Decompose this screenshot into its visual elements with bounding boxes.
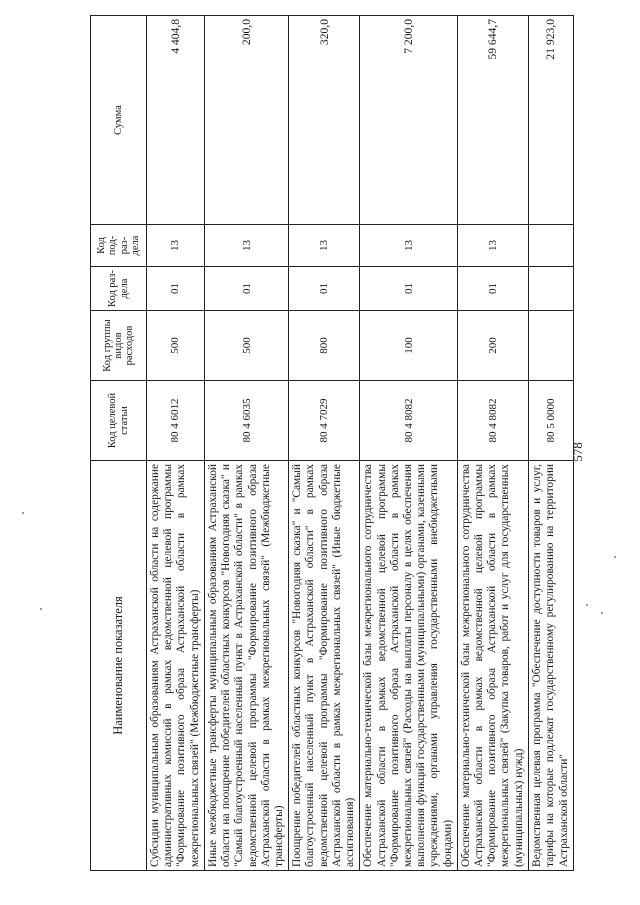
row-subsection: 13 [147, 225, 205, 267]
row-name: Обеспечение материально-технической базы межрегионального сотрудничества Астраханской области в рамках ведомственной целевой программы "Формирование позитивного образа Астраханской области в рамках межрегиональных связей" (Закупка товаров, работ и услуг для государственных (муниципальных) нужд) [457, 461, 528, 871]
row-subsection [528, 225, 573, 267]
row-target-article: 80 4 8082 [360, 381, 458, 461]
row-name: Поощрение победителей областных конкурсов "Новогодняя сказка" и "Самый благоустроенный населенный пункт в Астраханской области" в рамках ведомственной целевой программы "Формирование позитивного образа Астраханской области в рамках межрегиональных связей" (Иные бюджетные ассигнования) [289, 461, 360, 871]
rotated-table-frame [90, 16, 570, 871]
row-section: 01 [289, 267, 360, 311]
row-subsection: 13 [457, 225, 528, 267]
header-expense-group: Код группы видов расходов [91, 311, 147, 381]
row-amount: 21 923,0 [528, 16, 573, 225]
table-row [289, 16, 360, 871]
header-amount: Сумма [91, 16, 147, 225]
row-target-article: 80 4 8082 [457, 381, 528, 461]
row-amount: 7 200,0 [360, 16, 458, 225]
row-subsection: 13 [204, 225, 288, 267]
row-subsection: 13 [360, 225, 458, 267]
row-expense-group: 500 [147, 311, 205, 381]
row-amount: 320,0 [289, 16, 360, 225]
row-expense-group: 800 [289, 311, 360, 381]
scan-dot [22, 512, 24, 514]
table-header-row [91, 16, 147, 871]
table-row [360, 16, 458, 871]
row-section: 01 [204, 267, 288, 311]
row-name: Иные межбюджетные трансферты муниципальным образованиям Астраханской области на поощрение победителей областных конкурсов "Новогодняя сказка" и "Самый благоустроенный населенный пункт в Астраханской области" в рамках ведомственной целевой программы "Формирование позитивного образа Астраханской области в рамках межрегиональных связей" (Межбюджетные трансферты) [204, 461, 288, 871]
header-subsection: Код под-раз-дела [91, 225, 147, 267]
row-amount: 59 644,7 [457, 16, 528, 225]
row-subsection: 13 [289, 225, 360, 267]
rotated-table-container [90, 16, 570, 871]
row-expense-group [528, 311, 573, 381]
row-target-article: 80 5 0000 [528, 381, 573, 461]
row-amount: 200,0 [204, 16, 288, 225]
row-target-article: 80 4 7029 [289, 381, 360, 461]
row-target-article: 80 4 6035 [204, 381, 288, 461]
row-amount: 4 404,8 [147, 16, 205, 225]
row-name: Обеспечение материально-технической базы межрегионального сотрудничества Астраханской области в рамках ведомственной целевой программы "Формирование позитивного образа Астраханской области в рамках межрегиональных связей" (Расходы на выплаты персоналу в целях обеспечения выполнения функций государственными (муниципальными) органами, казенными учреждениями, органами управления государственными внебюджетными фондами) [360, 461, 458, 871]
table-row [147, 16, 205, 871]
table-row [204, 16, 288, 871]
scan-dot [40, 608, 42, 610]
row-expense-group: 200 [457, 311, 528, 381]
row-section: 01 [147, 267, 205, 311]
row-section: 01 [360, 267, 458, 311]
row-section: 01 [457, 267, 528, 311]
table-row [528, 16, 573, 871]
table-row [457, 16, 528, 871]
row-target-article: 80 4 6012 [147, 381, 205, 461]
header-name: Наименование показателя [91, 461, 147, 871]
row-name: Субсидии муниципальным образованиям Астраханской области на содержание административных комиссий в рамках ведомственной целевой программы "Формирование позитивного образа Астраханской области в рамках межрегиональных связей" (Межбюджетные трансферты) [147, 461, 205, 871]
row-expense-group: 500 [204, 311, 288, 381]
row-name: Ведомственная целевая программа "Обеспечение доступности товаров и услуг, тарифы на которые подлежат государственному регулированию на территории Астраханской области" [528, 461, 573, 871]
page-number: 578 [570, 442, 585, 462]
row-section [528, 267, 573, 311]
budget-table [90, 15, 574, 871]
header-target-article: Код целевой статьи [91, 381, 147, 461]
scan-dot [601, 612, 603, 614]
header-section: Код раз-дела [91, 267, 147, 311]
row-expense-group: 100 [360, 311, 458, 381]
scan-dot [614, 556, 616, 558]
scan-dot [586, 604, 588, 606]
